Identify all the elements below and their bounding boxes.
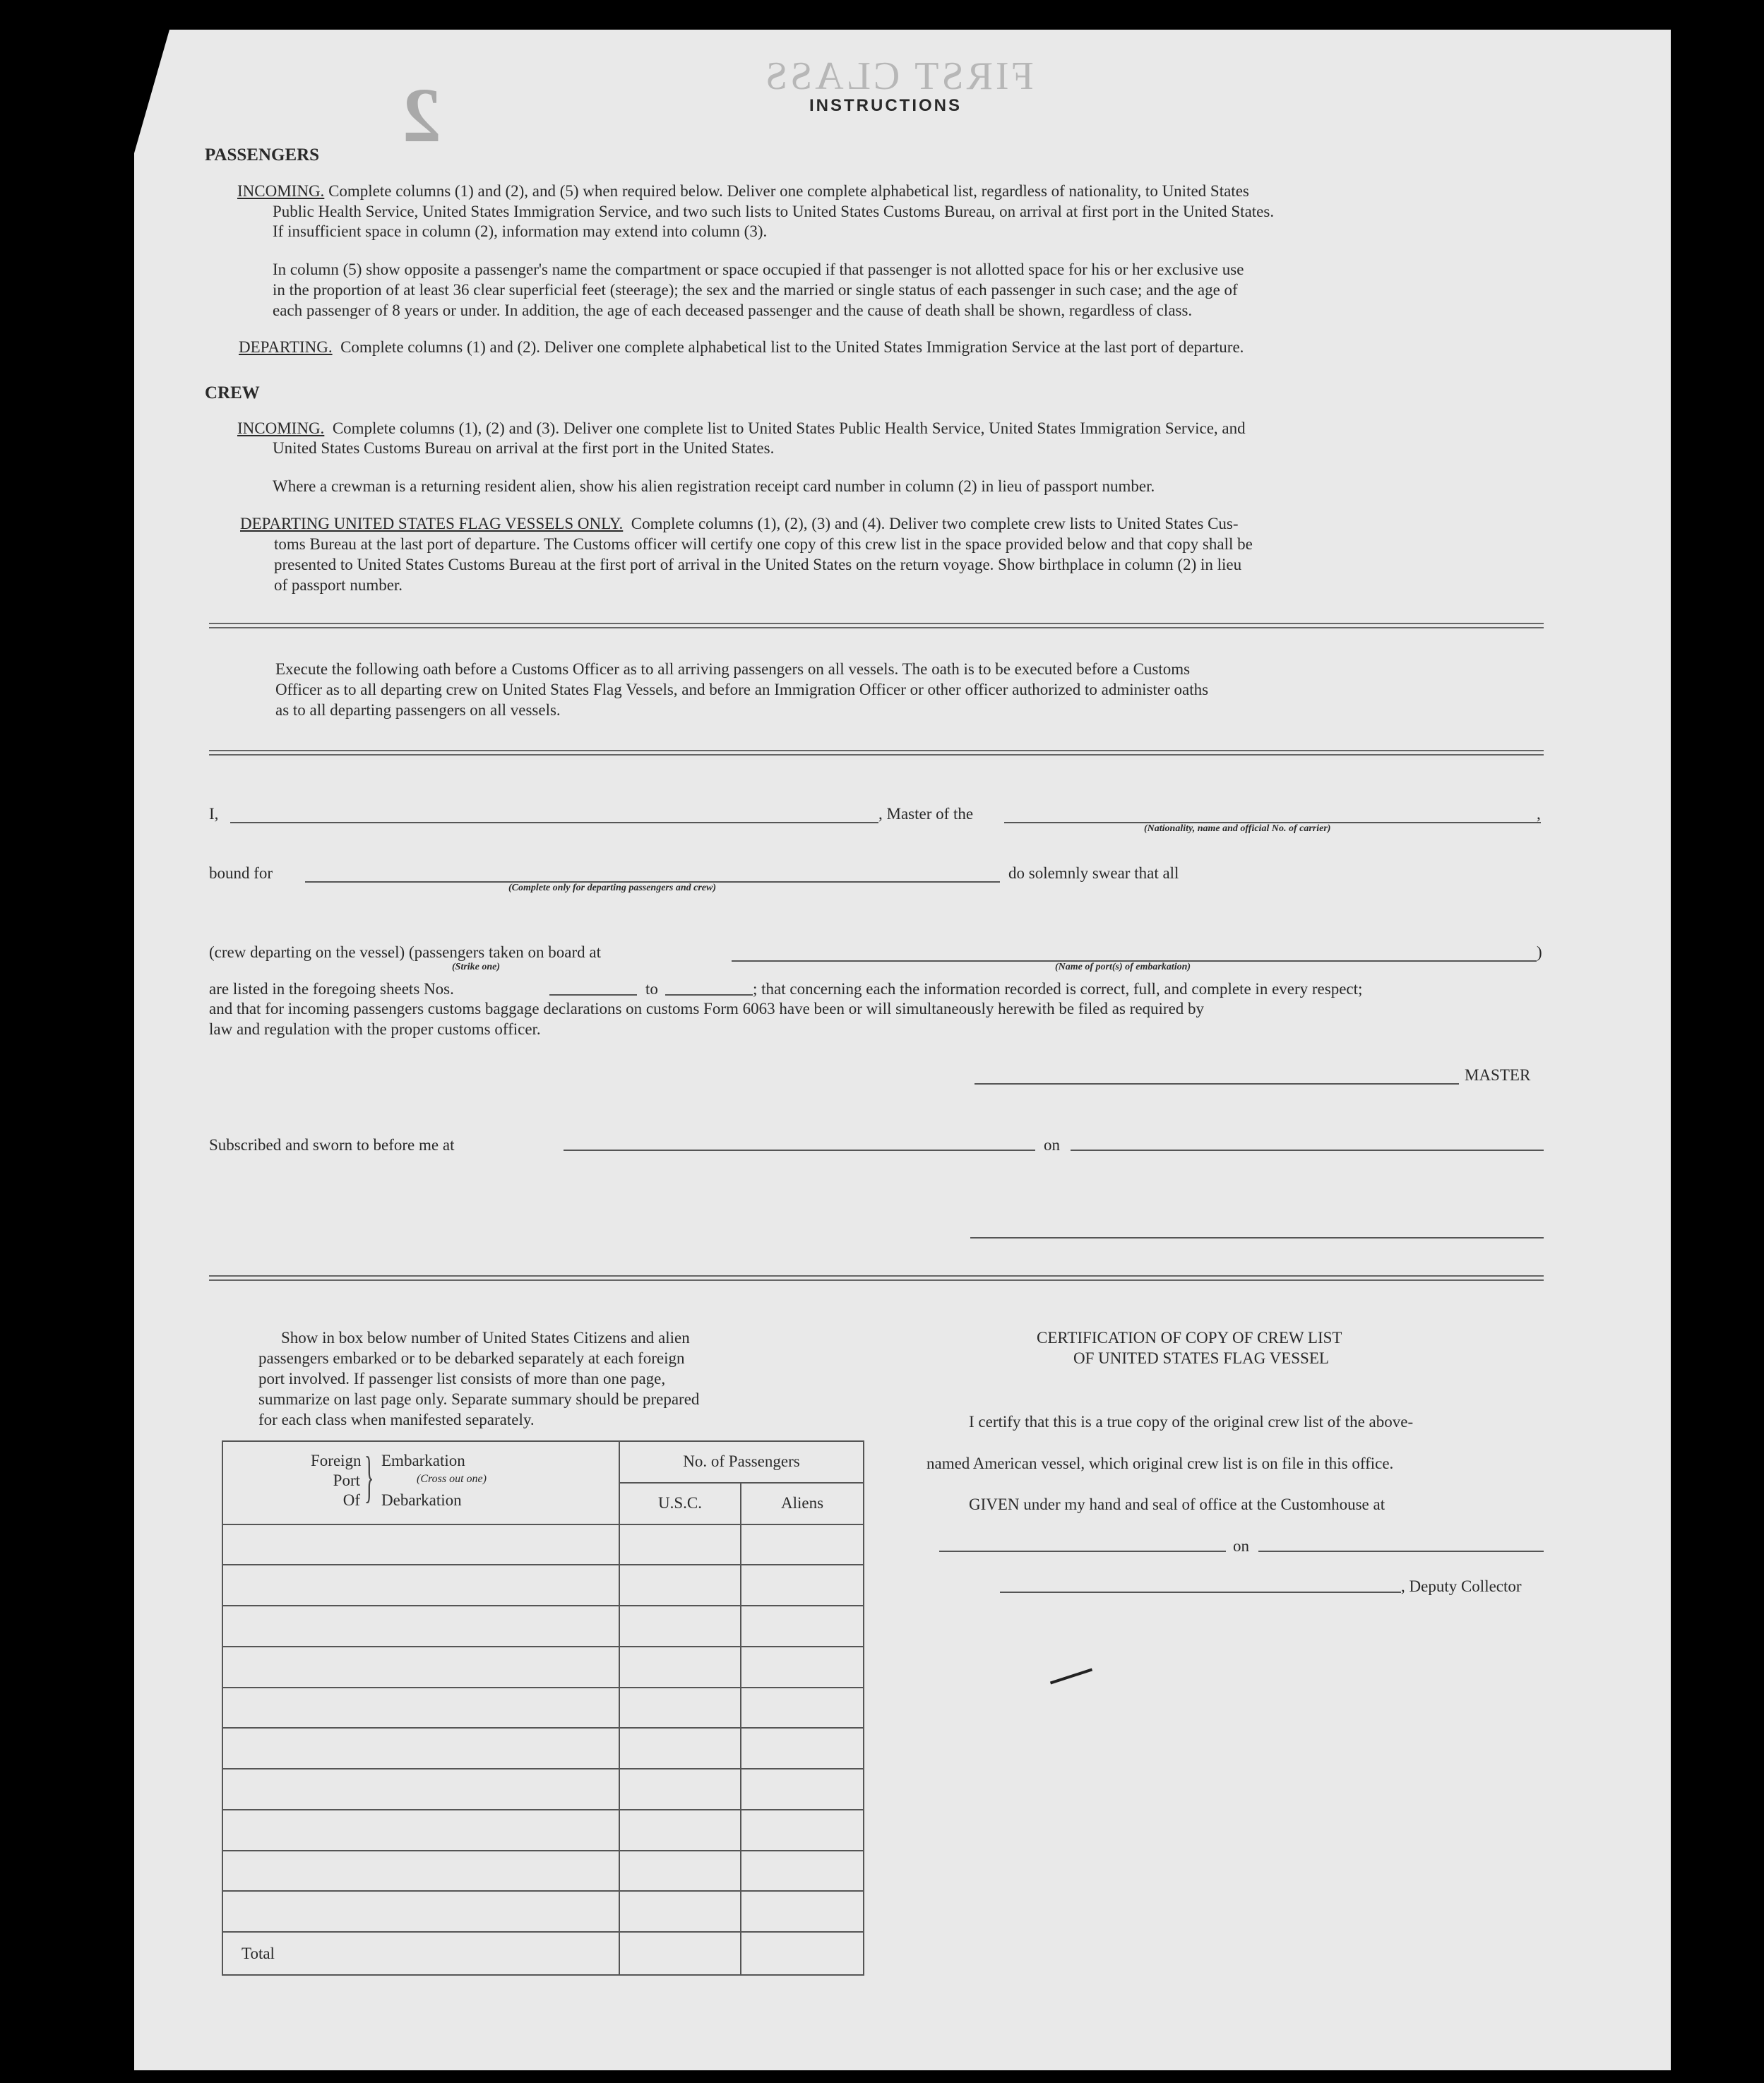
master-signature-field[interactable] (975, 1083, 1459, 1085)
summary-line3: port involved. If passenger list consists of more than one page, (258, 1370, 666, 1387)
certification-date-field[interactable] (1258, 1551, 1544, 1552)
usc-header: U.S.C. (619, 1483, 741, 1524)
oath-listed-line1 (209, 979, 454, 999)
subscribed-on: on (1044, 1136, 1060, 1154)
page-title: INSTRUCTIONS (809, 96, 962, 115)
of-label: Of (342, 1491, 360, 1509)
crew-heading: CREW (205, 383, 260, 402)
summary-line1: Show in box below number of United States Citizens and alien (281, 1329, 690, 1347)
divider-3 (209, 1275, 1544, 1281)
subscribed-text: Subscribed and sworn to before me at (209, 1136, 455, 1154)
aliens-header: Aliens (741, 1483, 864, 1524)
summary-line2: passengers embarked or to be debarked separately at each foreign (258, 1349, 685, 1367)
carrier-caption: (Nationality, name and official No. of carrier) (1144, 823, 1331, 834)
certification-line3: GIVEN under my hand and seal of office at the Customhouse at (969, 1496, 1385, 1513)
foreign-label: Foreign (311, 1452, 362, 1469)
table-row[interactable] (222, 1565, 864, 1606)
oath-solemnly: do solemnly swear that all (1008, 864, 1179, 882)
debarkation-label: Debarkation (381, 1491, 462, 1509)
crew-departing-line2: toms Bureau at the last port of departure. The Customs officer will certify one copy of this crew list in the space provided below and that copy shall be (274, 535, 1253, 553)
certification-line1: I certify that this is a true copy of the original crew list of the above- (969, 1413, 1414, 1431)
sheet-from-field[interactable] (549, 994, 637, 996)
crew-resident-text: Where a crewman is a returning resident alien, show his alien registration receipt card number in column (2) in lieu of passport number. (273, 477, 1155, 495)
officer-signature-field[interactable] (970, 1237, 1544, 1239)
sworn-place-field[interactable] (564, 1150, 1035, 1151)
summary-line4: summarize on last page only. Separate summary should be prepared (258, 1390, 700, 1408)
table-row[interactable] (222, 1891, 864, 1932)
deputy-collector-label: , Deputy Collector (1401, 1577, 1522, 1595)
oath-listed-text-b: ; that concerning each the information recorded is correct, full, and complete in every respect; (753, 980, 1363, 998)
crew-departing-line3: presented to United States Customs Bureau at the first port of arrival in the United States on the return voyage. Show birthplace in column (2) in lieu (274, 556, 1242, 573)
crew-departing-line1 (240, 513, 1239, 534)
passengers-heading: PASSENGERS (205, 145, 320, 165)
certification-line2: named American vessel, which original crew list is on file in this office. (926, 1455, 1394, 1472)
cross-out-label: (Cross out one) (417, 1473, 487, 1485)
total-row[interactable] (222, 1932, 864, 1975)
deputy-signature-field[interactable] (1000, 1592, 1401, 1593)
crew-departing-text: Complete columns (1), (2), (3) and (4). Deliver two complete crew lists to United States Cus- (631, 515, 1239, 532)
crew-departing-line4: of passport number. (274, 576, 403, 594)
total-label: Total (222, 1932, 619, 1975)
crew-incoming-line2: United States Customs Bureau on arrival at the first port in the United States. (273, 439, 775, 457)
oath-intro-line3: as to all departing passengers on all vessels. (275, 701, 561, 719)
strike-one-caption: (Strike one) (452, 962, 501, 972)
divider-1 (209, 623, 1544, 628)
brace-icon: } (364, 1446, 374, 1508)
table-row[interactable] (222, 1688, 864, 1729)
embarkation-port-caption: (Name of port(s) of embarkation) (1055, 962, 1191, 972)
bleed-through-number: 2 (403, 72, 441, 158)
oath-i: I, (209, 805, 219, 823)
master-name-field[interactable] (230, 822, 878, 823)
table-row[interactable] (222, 1769, 864, 1810)
crew-incoming-text: Complete columns (1), (2) and (3). Deliver one complete list to United States Public Health Service, United States Immigration Service, and (332, 419, 1246, 437)
bound-for-caption: (Complete only for departing passengers and crew) (508, 883, 716, 893)
crew-incoming-line1 (237, 418, 1246, 438)
port-label: Port (333, 1472, 360, 1489)
oath-intro-line2: Officer as to all departing crew on United States Flag Vessels, and before an Immigration Officer or other officer authorized to administer oaths (275, 681, 1209, 698)
oath-line2: and that for incoming passengers customs baggage declarations on customs Form 6063 have been or will simultaneously herewith be filed as required by (209, 1000, 1205, 1017)
passengers-incoming-label: INCOMING. (237, 182, 325, 200)
oath-intro-line1: Execute the following oath before a Customs Officer as to all arriving passengers on all vessels. The oath is to be executed before a Customs (275, 660, 1191, 678)
certification-title1: CERTIFICATION OF COPY OF CREW LIST (1037, 1329, 1342, 1347)
passengers-incoming-line1 (237, 181, 1249, 201)
passengers-incoming-line3: If insufficient space in column (2), information may extend into column (3). (273, 222, 768, 240)
column5-line2: in the proportion of at least 36 clear superficial feet (steerage); the sex and the married or single status of each passenger in such case; and the age of (273, 281, 1238, 299)
certification-title2: OF UNITED STATES FLAG VESSEL (1073, 1349, 1329, 1367)
passengers-incoming-line2: Public Health Service, United States Immigration Service, and two such lists to United States Customs Bureau, on arrival at first port in the United States. (273, 203, 1275, 220)
oath-listed-text-a: are listed in the foregoing sheets Nos. (209, 980, 454, 998)
passengers-departing (239, 337, 1244, 357)
oath-close-paren: ) (1537, 943, 1542, 961)
oath-crew-departing: (crew departing on the vessel) (passengers taken on board at (209, 943, 601, 961)
oath-comma: , (1537, 805, 1541, 823)
table-row[interactable] (222, 1606, 864, 1647)
passengers-incoming-text: Complete columns (1) and (2), and (5) when required below. Deliver one complete alphabetical list, regardless of nationality, to United States (328, 182, 1249, 200)
table-row[interactable] (222, 1647, 864, 1688)
sworn-date-field[interactable] (1071, 1150, 1544, 1151)
bleed-through-title: FIRST CLASS (763, 54, 1034, 98)
table-row[interactable] (222, 1810, 864, 1851)
table-row[interactable] (222, 1524, 864, 1565)
divider-2 (209, 750, 1544, 756)
sheet-to-field[interactable] (665, 994, 753, 996)
table-header-row-1 (222, 1441, 864, 1483)
table-row[interactable] (222, 1851, 864, 1892)
customhouse-field[interactable] (939, 1551, 1226, 1552)
no-passengers-header: No. of Passengers (619, 1441, 864, 1483)
port-header-cell (222, 1441, 619, 1524)
oath-master-of-the: , Master of the (878, 805, 974, 823)
passengers-departing-label: DEPARTING. (239, 338, 333, 356)
crew-incoming-label: INCOMING. (237, 419, 325, 437)
oath-bound-for: bound for (209, 864, 273, 882)
embarkation-label: Embarkation (381, 1452, 465, 1469)
passengers-departing-text: Complete columns (1) and (2). Deliver one complete alphabetical list to the United States Immigration Service at the last port of departure. (340, 338, 1244, 356)
passenger-summary-table (222, 1440, 864, 1976)
column5-line1: In column (5) show opposite a passenger's name the compartment or space occupied if that passenger is not allotted space for his or her exclusive use (273, 261, 1244, 278)
table-row[interactable] (222, 1728, 864, 1769)
column5-line3: each passenger of 8 years or under. In addition, the age of each deceased passenger and the cause of death shall be shown, regardless of class. (273, 302, 1193, 319)
master-label: MASTER (1465, 1066, 1531, 1084)
crew-departing-label: DEPARTING UNITED STATES FLAG VESSELS ONLY. (240, 515, 624, 532)
oath-listed-to: to (645, 980, 658, 998)
certification-on: on (1233, 1537, 1249, 1555)
summary-line5: for each class when manifested separately. (258, 1411, 535, 1428)
oath-line3: law and regulation with the proper customs officer. (209, 1020, 541, 1038)
